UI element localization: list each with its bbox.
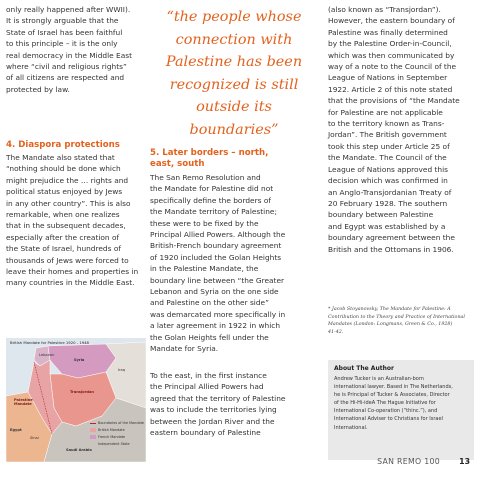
text-line: thousands of Jews were forced to <box>6 255 129 265</box>
text-line: boundary agreement between the <box>328 233 455 243</box>
text-line: that in the subsequent decades, <box>6 221 126 231</box>
text-line: and Palestine on the other side” <box>150 298 269 308</box>
text-line: in any other country”. This is also <box>6 198 131 208</box>
author-bio-line: International Co-operation (“thinc.”), and <box>334 408 438 415</box>
quote-line: connection with <box>175 31 293 48</box>
text-line: The Mandate also stated that <box>6 153 115 162</box>
text-line: where “civil and religious rights” <box>6 62 127 72</box>
text-line: especially after the creation of <box>6 232 120 242</box>
quote-line: “the people whose <box>166 9 302 25</box>
text-line: British-French boundary agreement <box>150 241 282 251</box>
map-label-syria: Syria <box>74 358 85 362</box>
text-line: in the Palestine Mandate, the <box>150 264 259 274</box>
text-line: Palestine was finally determined <box>328 27 448 37</box>
text-line: which was then communicated by <box>328 50 455 60</box>
quote-line: recognized is still <box>169 76 299 93</box>
text-line: might prejudice the … rights and <box>6 175 129 185</box>
text-line: a later agreement in 1922 in which <box>150 321 281 331</box>
text-line: the Mandate. The Council of the <box>328 153 447 163</box>
text-line: these were to be fixed by the <box>150 218 259 228</box>
heading-line: 5. Later borders – north, <box>150 148 269 158</box>
text-line: for Palestine are not applicable <box>328 107 443 117</box>
author-title: About The Author <box>334 365 394 372</box>
text-line: the Mandate for Palestine did not <box>150 184 274 194</box>
author-bio-line: international lawyer. Based in The Netherlands, <box>334 384 453 391</box>
text-line: to this principle – it is the only <box>6 39 118 49</box>
text-line: However, the eastern boundary of <box>328 16 455 26</box>
text-line: It is strongly arguable that the <box>6 16 119 26</box>
mandate-map <box>6 338 146 462</box>
heading-later-borders <box>150 148 318 170</box>
paragraph-diaspora <box>6 152 146 289</box>
text-line: of all citizens are respected and <box>6 73 125 83</box>
text-line: decision which was confirmed in <box>328 176 448 186</box>
author-bio-line: Andrew Tucker is an Australian-born <box>334 376 424 382</box>
text-line: Lebanon and Syria on the one side <box>150 287 279 297</box>
text-line: remarkable, when one realizes <box>6 210 120 220</box>
quote-line: outside its boundaries” <box>189 99 279 138</box>
author-bio-line: International. <box>334 424 368 431</box>
text-line: agreed that the territory of Palestine <box>150 393 286 403</box>
text-line: was demarcated more specifically in <box>150 309 286 319</box>
map-label-sinai: Sinai <box>30 436 39 440</box>
text-line: political status enjoyed by Jews <box>6 187 123 197</box>
author-bio-line: of the Hi-Hi-ideA The Hague Initiative for <box>334 400 436 407</box>
text-line: real democracy in the Middle East <box>6 50 133 60</box>
map-legend <box>90 421 144 449</box>
heading-line: east, south <box>150 159 205 169</box>
text-line: 1922. Article 2 of this note stated <box>328 84 453 94</box>
paragraph-borders-north <box>150 172 318 355</box>
footnote-line: 41-42. <box>328 329 344 335</box>
page-footer <box>360 455 474 469</box>
heading-diaspora-protections: 4. Diaspora protections <box>6 140 120 150</box>
text-line: League of Nations approved this <box>328 164 448 174</box>
text-line: the State of Israel, hundreds of <box>6 244 121 254</box>
text-line: only really happened after WWII). <box>6 5 131 14</box>
pull-quote <box>150 6 318 141</box>
text-line: to the territory known as Trans- <box>328 119 445 129</box>
text-line: League of Nations in September <box>328 73 448 83</box>
map-label-egypt: Egypt <box>10 428 22 432</box>
text-line: The San Remo Resolution and <box>150 173 261 182</box>
text-line: State of Israel has been faithful <box>6 27 123 37</box>
publication-title: SAN REMO 100 <box>377 457 440 466</box>
text-line: of 1920 included the Golan Heights <box>150 252 282 262</box>
text-line: To the east, in the first instance <box>150 371 267 380</box>
text-line: boundary line between “the Greater <box>150 275 285 285</box>
text-line: 20 February 1928. The southern <box>328 198 448 208</box>
author-bio <box>334 375 470 432</box>
legend-item: British Mandate <box>90 428 144 432</box>
text-line: the Golan Heights fell under the <box>150 332 269 342</box>
text-line: many countries in the Middle East. <box>6 278 135 288</box>
map-label-transjordan: Transjordan <box>70 390 94 394</box>
map-label-lebanon: Lebanon <box>39 353 55 357</box>
text-line: specifically define the borders of <box>150 195 271 205</box>
text-line: (also known as “Transjordan”). <box>328 5 441 14</box>
text-line: Principal Allied Powers. Although the <box>150 230 286 240</box>
text-line: the Mandate territory of Palestine; <box>150 207 277 217</box>
page-number: 13 <box>459 457 470 466</box>
paragraph-democracy <box>6 4 146 95</box>
legend-item: French Mandate <box>90 435 144 439</box>
text-line: eastern boundary of Palestine <box>150 428 261 438</box>
text-line: between the Jordan River and the <box>150 416 275 426</box>
text-line: way of a note to the Council of the <box>328 62 457 72</box>
text-line: was to include the territories lying <box>150 405 277 415</box>
footnote-line: Mandates (London: Longmans, Green & Co., 1928) <box>328 322 453 327</box>
author-box <box>328 360 474 460</box>
text-line: boundary between Palestine <box>328 210 434 220</box>
author-bio-line: International Adviser to Christians for Israel <box>334 416 443 423</box>
text-line: and Egypt was established by a <box>328 221 446 231</box>
text-line: “nothing should be done which <box>6 164 121 174</box>
footnote-line: Contribution to the Theory and Practice of International <box>328 314 465 320</box>
footnote <box>328 306 474 336</box>
paragraph-transjordan <box>328 4 474 255</box>
text-line: an Anglo-Transjordanian Treaty of <box>328 187 452 197</box>
text-line: took this step under Article 25 of <box>328 141 450 151</box>
paragraph-borders-east <box>150 370 318 438</box>
text-line: Jordan”. The British government <box>328 130 447 140</box>
legend-item: Independent State <box>90 442 144 446</box>
footnote-line: * Jacob Stoyanovsky, The Mandate for Palestine: A <box>328 307 451 312</box>
text-line: by the Palestine Order-in-Council, <box>328 39 452 49</box>
text-line: British and the Ottomans in 1906. <box>328 244 454 254</box>
quote-line: Palestine has been <box>165 54 303 70</box>
map-label-saudi-arabia: Saudi Arabia <box>66 448 92 452</box>
text-line: protected by law. <box>6 84 70 94</box>
text-line: Mandate for Syria. <box>150 344 219 354</box>
text-line: that the provisions of “the Mandate <box>328 96 460 106</box>
map-title: British Mandate for Palestine 1920 - 1948 <box>10 340 89 345</box>
text-line: leave their homes and properties in <box>6 267 139 277</box>
legend-item: Boundaries of the Mandate <box>90 421 144 425</box>
map-label-iraq: Iraq <box>118 368 126 372</box>
text-line: the Principal Allied Powers had <box>150 382 264 392</box>
author-bio-line: he is Principal of Tucker & Associates, Director <box>334 392 450 399</box>
map-label-mandate: Palestine Mandate <box>14 398 33 406</box>
